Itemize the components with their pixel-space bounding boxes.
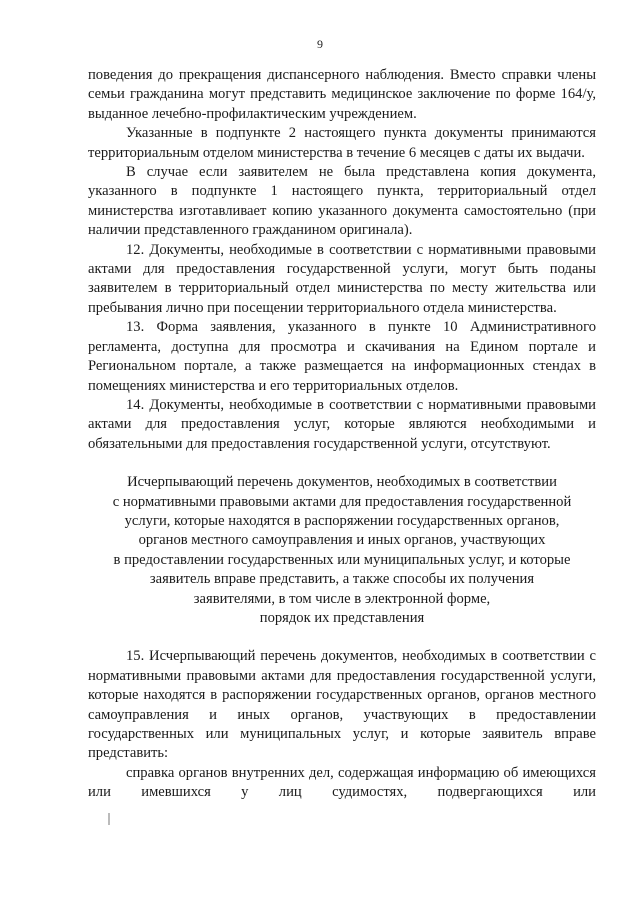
section-heading-line: заявитель вправе представить, а также способы их получения: [149, 571, 535, 588]
section-heading-line: в предоставлении государственных или муниципальных услуг, и которые: [113, 551, 571, 568]
section-heading-line: Исчерпывающий перечень документов, необходимых в соответствии: [127, 474, 557, 491]
section-heading: [88, 473, 596, 628]
section-heading-line: заявителями, в том числе в электронной форме,: [193, 590, 491, 607]
page-number: 9: [317, 37, 323, 51]
section-heading-line: услуги, которые находятся в распоряжении государственных органов,: [124, 512, 560, 529]
section-heading-line: органов местного самоуправления и иных органов, участвующих: [138, 532, 546, 549]
paragraph-copy-production: В случае если заявителем не была представлена копия документа, указанного в подпункте 1 настоящего пункта, территориальный отдел министерства изготавливает копию указанного документа самостоятельно (при наличии представленного гражданином оригинала).: [88, 164, 596, 239]
paragraph-subpoint-2-validity: Указанные в подпункте 2 настоящего пункта документы принимаются территориальным отделом министерства в течение 6 месяцев с даты их выдачи.: [88, 125, 596, 161]
section-heading-line: порядок их представления: [259, 609, 425, 626]
paragraph-item-14: 14. Документы, необходимые в соответствии с нормативными правовыми актами для предоставления услуг, которые являются необходимыми и обязательными для предоставления государственной услуги, отсутствуют.: [88, 396, 596, 452]
paragraph-item-13: 13. Форма заявления, указанного в пункте 10 Административного регламента, доступна для просмотра и скачивания на Едином портале и Региональном портале, а также размещается на информационных стендах в помещениях министерства и его территориальных отделов.: [88, 319, 596, 394]
document-body: [88, 66, 596, 803]
paragraph-item-15: 15. Исчерпывающий перечень документов, необходимых в соответствии с нормативными правовыми актами для предоставления государственной услуги, которые находятся в распоряжении государственных органов, органов местного самоуправления и иных органов, участвующих в предоставлении государственных или муниципальных услуг, и которые заявитель вправе представить:: [88, 648, 596, 762]
scan-artifact: [108, 813, 110, 825]
section-heading-line: с нормативными правовыми актами для предоставления государственной: [112, 493, 572, 510]
paragraph-continuation: поведения до прекращения диспансерного наблюдения. Вместо справки члены семьи гражданина могут представить медицинское заключение по форме 164/у, выданное лечебно-профилактическим учреждением.: [88, 67, 596, 122]
paragraph-police-certificate: справка органов внутренних дел, содержащая информацию об имеющихся или имевшихся у лиц судимостях, подвергающихся или: [88, 764, 596, 801]
paragraph-item-12: 12. Документы, необходимые в соответствии с нормативными правовыми актами для предоставления государственной услуги, могут быть поданы заявителем в территориальный отдел министерства по месту жительства или пребывания лично при посещении территориального отдела министерства.: [88, 241, 596, 316]
